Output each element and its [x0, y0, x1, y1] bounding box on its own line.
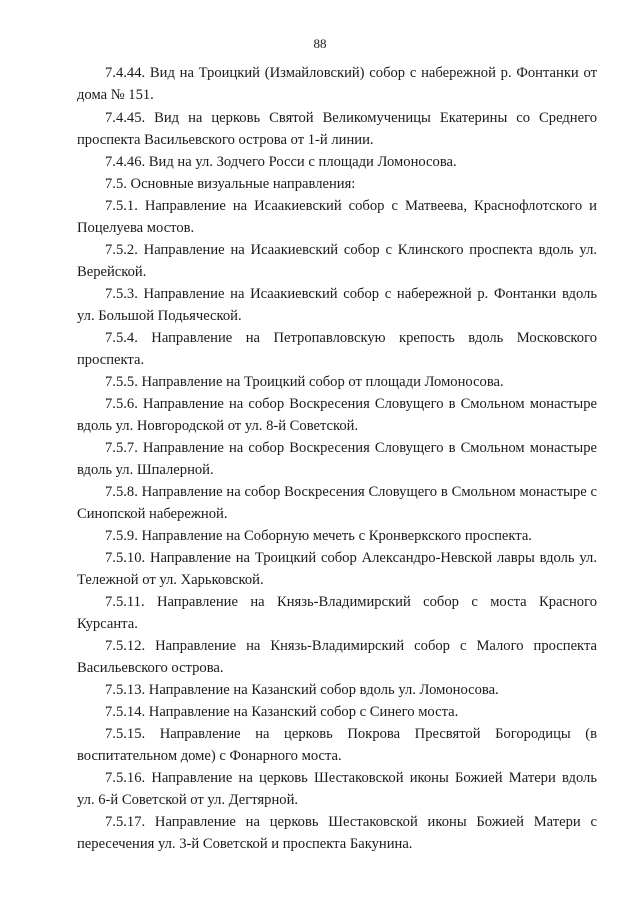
paragraph-7-5-11: 7.5.11. Направление на Князь-Владимирский собор с моста Красного Курсанта.	[77, 594, 597, 632]
paragraph-7-5-15: 7.5.15. Направление на церковь Покрова Пресвятой Богородицы (в воспитательном доме) с Фонарного моста.	[77, 726, 597, 764]
paragraph-7-5-9: 7.5.9. Направление на Соборную мечеть с Кронверкского проспекта.	[105, 528, 532, 544]
paragraph-7-5-3: 7.5.3. Направление на Исаакиевский собор с набережной р. Фонтанки вдоль ул. Большой Подьяческой.	[77, 286, 597, 324]
paragraph-7-5-13: 7.5.13. Направление на Казанский собор вдоль ул. Ломоносова.	[105, 682, 499, 698]
paragraph-7-5-10: 7.5.10. Направление на Троицкий собор Александро-Невской лавры вдоль ул. Тележной от ул. Харьковской.	[77, 550, 597, 588]
paragraph-7-5-7: 7.5.7. Направление на собор Воскресения Словущего в Смольном монастыре вдоль ул. Шпалерной.	[77, 440, 597, 478]
paragraph-7-4-45: 7.4.45. Вид на церковь Святой Великомученицы Екатерины со Среднего проспекта Васильевского острова от 1-й линии.	[77, 110, 597, 148]
paragraph-7-4-46: 7.4.46. Вид на ул. Зодчего Росси с площади Ломоносова.	[105, 154, 457, 170]
page-number: 88	[313, 36, 327, 51]
paragraph-7-4-44: 7.4.44. Вид на Троицкий (Измайловский) собор с набережной р. Фонтанки от дома № 151.	[77, 65, 597, 103]
paragraph-7-5: 7.5. Основные визуальные направления:	[105, 176, 356, 192]
paragraph-7-5-2: 7.5.2. Направление на Исаакиевский собор с Клинского проспекта вдоль ул. Верейской.	[77, 242, 597, 280]
paragraph-7-5-12: 7.5.12. Направление на Князь-Владимирский собор с Малого проспекта Васильевского острова.	[77, 638, 597, 676]
paragraph-7-5-5: 7.5.5. Направление на Троицкий собор от площади Ломоносова.	[105, 374, 504, 390]
document-body	[77, 62, 597, 855]
paragraph-7-5-6: 7.5.6. Направление на собор Воскресения Словущего в Смольном монастыре вдоль ул. Новгородской от ул. 8-й Советской.	[77, 396, 597, 434]
paragraph-7-5-8: 7.5.8. Направление на собор Воскресения Словущего в Смольном монастыре с Синопской набережной.	[77, 484, 597, 522]
paragraph-7-5-14: 7.5.14. Направление на Казанский собор с Синего моста.	[105, 704, 459, 720]
paragraph-7-5-4: 7.5.4. Направление на Петропавловскую крепость вдоль Московского проспекта.	[77, 330, 597, 368]
paragraph-7-5-17: 7.5.17. Направление на церковь Шестаковской иконы Божией Матери с пересечения ул. 3-й Советской и проспекта Бакунина.	[77, 814, 597, 852]
paragraph-7-5-16: 7.5.16. Направление на церковь Шестаковской иконы Божией Матери вдоль ул. 6-й Советской от ул. Дегтярной.	[77, 770, 597, 808]
paragraph-7-5-1: 7.5.1. Направление на Исаакиевский собор с Матвеева, Краснофлотского и Поцелуева мостов.	[77, 198, 597, 236]
